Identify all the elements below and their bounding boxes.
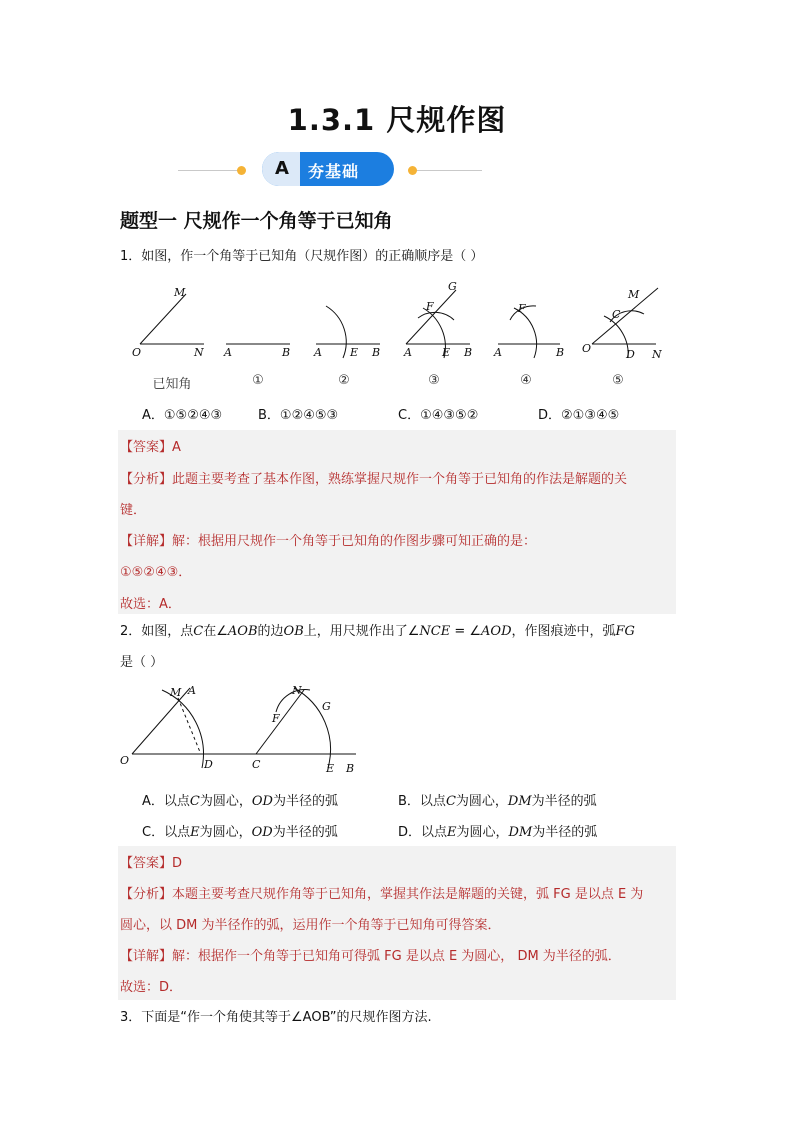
fig5-ray-om (592, 288, 658, 344)
label-a1: A (224, 346, 232, 359)
right-divider (412, 170, 482, 171)
label-m: M (174, 286, 186, 299)
label-e2: E (350, 346, 359, 359)
q1-analysis-line1: 【分析】此题主要考查了基本作图，熟练掌握尺规作一个角等于已知角的作法是解题的关 (120, 472, 628, 487)
q2-option-a[interactable]: A．以点C为圆心，OD为半径的弧 (142, 794, 338, 809)
q2-detail-line1: 【详解】解：根据作一个角等于已知角可得弧 FG 是以点 E 为圆心， DM 为半径的弧． (120, 949, 621, 964)
q2-label-f: F (272, 712, 280, 725)
ray-oa (132, 688, 190, 754)
q2-label-e: E (326, 762, 335, 775)
fig3-ray-ag (406, 290, 456, 344)
q2-label-a: A (188, 684, 196, 697)
label-g3: G (448, 280, 457, 293)
q1-answer-box (118, 430, 676, 614)
label-a2: A (314, 346, 322, 359)
q1-detail-line2: ①⑤②④③． (120, 565, 192, 580)
q2-answer: 【答案】D (120, 856, 183, 871)
fig-label-4: ④ (520, 373, 532, 388)
q1-number: 1． (120, 249, 142, 264)
q2-option-b[interactable]: B．以点C为圆心，DM为半径的弧 (398, 794, 597, 809)
label-a4: A (494, 346, 502, 359)
label-b3: B (464, 346, 473, 359)
label-a3: A (404, 346, 412, 359)
page-title: 1.3.1 尺规作图 (287, 103, 507, 137)
q2-label-c: C (252, 758, 261, 771)
label-c5: C (612, 308, 621, 321)
given-angle-side-om (140, 294, 186, 344)
q1-figures (118, 276, 678, 366)
label-b1: B (282, 346, 291, 359)
left-dot-icon (237, 166, 246, 175)
q1-stem (120, 248, 483, 266)
q2-label-b: B (346, 762, 355, 775)
fig-label-5: ⑤ (612, 373, 624, 388)
fig2-arc (326, 306, 346, 358)
label-b4: B (556, 346, 565, 359)
q1-detail-line1: 【详解】解：根据用尺规作一个角等于已知角的作图步骤可知正确的是： (120, 534, 537, 549)
q2-figure (118, 678, 368, 778)
label-f4: F (518, 302, 526, 315)
q1-stem-text: 如图，作一个角等于已知角（尺规作图）的正确顺序是（ ） (141, 249, 484, 264)
q1-option-c[interactable]: C．①④③⑤② (398, 408, 479, 423)
q2-label-o: O (120, 754, 130, 767)
q1-option-b[interactable]: B．①②④⑤③ (258, 408, 339, 423)
q1-answer: 【答案】A (120, 440, 181, 455)
q2-label-m: M (170, 686, 182, 699)
level-badge (262, 152, 394, 186)
fig-label-3: ③ (428, 373, 440, 388)
label-o: O (132, 346, 142, 359)
ray-cn (256, 690, 304, 754)
label-n: N (194, 346, 204, 359)
q1-choose: 故选：A． (120, 597, 181, 612)
label-e3: E (442, 346, 451, 359)
q2-label-d: D (204, 758, 213, 771)
section-title: 题型一 尺规作一个角等于已知角 (120, 210, 393, 232)
q1-option-d[interactable]: D．②①③④⑤ (538, 408, 620, 423)
fig4-arc-e (514, 308, 537, 358)
fig-label-1: ① (252, 373, 264, 388)
arc-md (162, 690, 203, 768)
label-d5: D (626, 348, 635, 361)
badge-letter: A (275, 158, 289, 179)
q2-label-n: N (292, 684, 302, 697)
fig-label-2: ② (338, 373, 350, 388)
label-m5: M (628, 288, 640, 301)
q2-analysis-line1: 【分析】本题主要考查尺规作角等于已知角，掌握其作法是解题的关键，弧 FG 是以点 E 为 (120, 887, 644, 902)
fig5-arc-d (604, 316, 628, 358)
q1-option-a[interactable]: A．①⑤②④③ (142, 408, 223, 423)
q2-stem: 2．如图，点C在∠AOB的边OB上，用尺规作出了∠NCE = ∠AOD，作图痕迹中，弧FG (120, 624, 635, 639)
q2-choose: 故选：D． (120, 980, 183, 995)
badge-text: 夯基础 (308, 162, 360, 181)
q2-label-g: G (322, 700, 331, 713)
label-b2: B (372, 346, 381, 359)
q2-stem-line2: 是（ ） (120, 655, 164, 670)
left-divider (178, 170, 244, 171)
q2-option-d[interactable]: D．以点E为圆心，DM为半径的弧 (398, 825, 598, 840)
q3-stem: 3．下面是“作一个角使其等于∠AOB”的尺规作图方法. (120, 1010, 432, 1025)
label-n5: N (652, 348, 662, 361)
label-f3: F (426, 300, 434, 313)
q1-analysis-line2: 键． (120, 503, 147, 518)
label-o5: O (582, 342, 592, 355)
right-dot-icon (408, 166, 417, 175)
fig-label-given: 已知角 (152, 377, 192, 392)
q2-analysis-line2: 圆心，以 DM 为半径作的弧，运用作一个角等于已知角可得答案． (120, 918, 501, 933)
q2-option-c[interactable]: C．以点E为圆心，OD为半径的弧 (142, 825, 338, 840)
